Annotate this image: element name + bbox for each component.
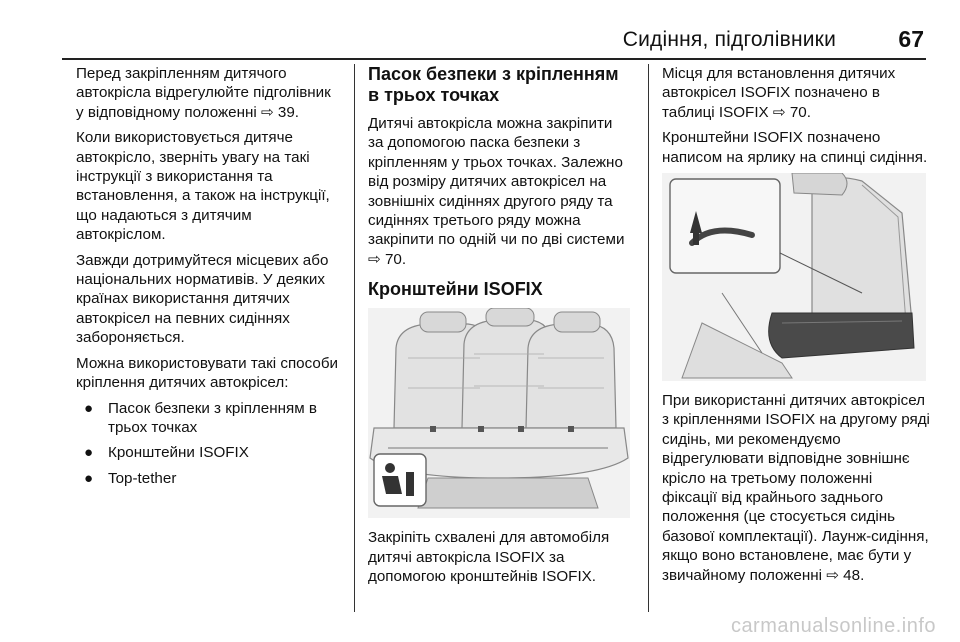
section-heading-three-point-belt: Пасок безпеки з кріпленням в трьох точках [368, 64, 619, 105]
page-number: 67 [898, 26, 924, 52]
bullet-icon: ● [84, 469, 94, 487]
paragraph-isofix-locations: Місця для встановлення дитячих автокрісел ISOFIX позначено в таблиці ISOFIX ⇨ 70. [662, 65, 896, 121]
paragraph-instructions: Коли використовується дитяче автокрісло, зверніть увагу на такі інструкції з використання та встановлення, а також на інструкції, що надаються з дитячим автокріслом. [76, 129, 330, 244]
page-header [62, 22, 926, 60]
watermark: carmanualsonline.info [730, 615, 936, 637]
list-item: ● Кронштейни ISOFIX [84, 444, 249, 462]
column-divider-1 [354, 64, 355, 612]
column-3 [662, 64, 930, 614]
section-heading-isofix: Кронштейни ISOFIX [368, 279, 543, 300]
paragraph-recommendation: При використанні дитячих автокрісел з кріпленнями ISOFIX на другому ряді сидінь, ми рекомендуємо відрегулювати відповідне зовнішнє крісло на третьому положенні фіксації від крайнього заднього положення (це стосується сидінь базової комплектації). Лаунж-сидіння, якщо воно встановлене, має бути у звичайному положенні ⇨ 48. [662, 392, 930, 584]
paragraph-headrest: Перед закріпленням дитячого автокрісла відрегулюйте підголівник у відповідному положенні ⇨ 39. [76, 65, 331, 121]
column-2 [368, 64, 630, 614]
paragraph-regulations: Завжди дотримуйтеся місцевих або національних нормативів. У деяких країнах використання дитячих автокрісел на певних сидіннях забороняється. [76, 251, 329, 347]
bullet-icon: ● [84, 444, 94, 462]
paragraph-three-point-belt: Дитячі автокрісла можна закріпити за допомогою паска безпеки з кріпленням у трьох точках. Залежно від розміру дитячих автокрісел на зовнішніх сидіннях другого ряду та сидіннях третього ряду можна закріпити по одній чи по дві системи ⇨ 70. [368, 115, 625, 268]
page-title: Сидіння, підголівники [622, 28, 836, 51]
list-item: ● Пасок безпеки з кріпленням в трьох точках [84, 399, 317, 436]
paragraph-isofix-label: Кронштейни ISOFIX позначено написом на ярлику на спинці сидіння. [662, 129, 928, 166]
methods-list [76, 399, 338, 489]
rear-seats-drawing [368, 308, 630, 518]
column-1 [76, 64, 338, 614]
seat-isofix-label-illustration [662, 173, 926, 381]
seat-label-drawing [662, 173, 926, 381]
paragraph-methods: Можна використовувати такі способи кріплення дитячих автокрісел: [76, 354, 339, 392]
bullet-icon: ● [84, 399, 94, 417]
caption-isofix: Закріпіть схвалені для автомобіля дитячі автокрісла ISOFIX за допомогою кронштейнів ISOFIX. [368, 529, 610, 586]
list-item: ● Top-tether [84, 469, 177, 487]
rear-seats-isofix-illustration [368, 308, 630, 518]
column-divider-2 [648, 64, 649, 612]
